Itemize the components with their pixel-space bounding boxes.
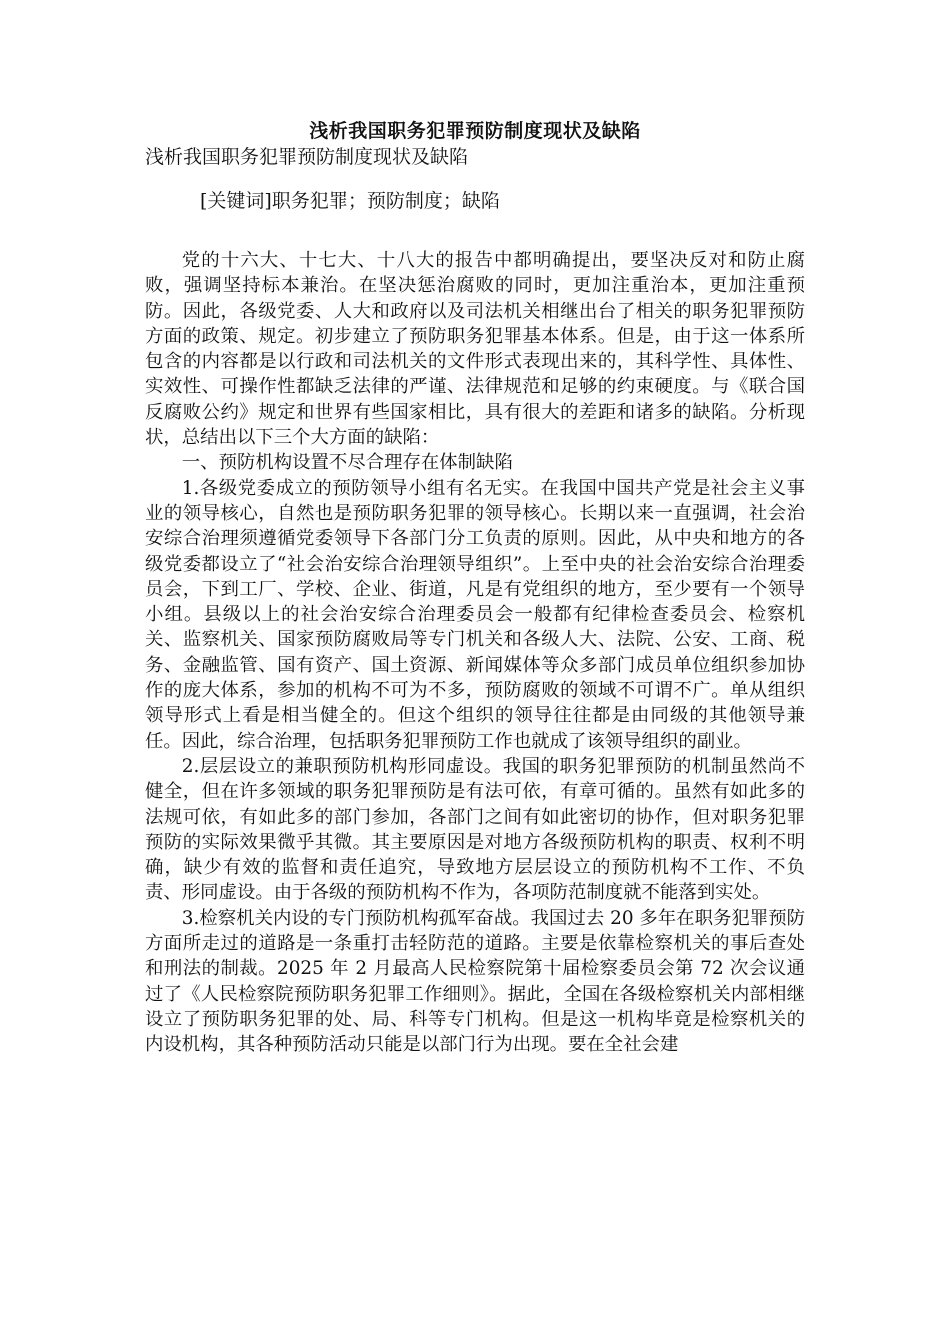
document-title: 浅析我国职务犯罪预防制度现状及缺陷	[309, 120, 641, 142]
point-paragraph-3: 3.检察机关内设的专门预防机构孤军奋战。我国过去 20 多年在职务犯罪预防方面所走过的道路是一条重打击轻防范的道路。主要是依靠检察机关的事后查处和刑法的制裁。2025 年 2 月最高人民检察院第十届检察委员会第 72 次会议通过了《人民检察院预防职务犯罪工作细则》。据此，全国在各级检察机关内部相继设立了预防职务犯罪的处、局、科等专门机构。但是这一机构毕竟是检察机关的内设机构，其各种预防活动只能是以部门行为出现。要在全社会建	[145, 907, 805, 1056]
document-page	[145, 118, 805, 1058]
document-subtitle: 浅析我国职务犯罪预防制度现状及缺陷	[145, 146, 469, 168]
section-heading-1: 一、预防机构设置不尽合理存在体制缺陷	[181, 452, 513, 474]
keywords-line: [关键词]职务犯罪；预防制度；缺陷	[200, 190, 500, 212]
point-paragraph-2: 2.层层设立的兼职预防机构形同虚设。我国的职务犯罪预防的机制虽然尚不健全，但在许多领域的职务犯罪预防是有法可依，有章可循的。虽然有如此多的法规可依，有如此多的部门参加，各部门之间有如此密切的协作，但对职务犯罪预防的实际效果微乎其微。其主要原因是对地方各级预防机构的职责、权利不明确，缺少有效的监督和责任追究，导致地方层层设立的预防机构不工作、不负责、形同虚设。由于各级的预防机构不作为，各项防范制度就不能落到实处。	[145, 755, 805, 904]
point-paragraph-1: 1.各级党委成立的预防领导小组有名无实。在我国中国共产党是社会主义事业的领导核心，自然也是预防职务犯罪的领导核心。长期以来一直强调，社会治安综合治理须遵循党委领导下各部门分工负责的原则。因此，从中央和地方的各级党委都设立了“社会治安综合治理领导组织”。上至中央的社会治安综合治理委员会，下到工厂、学校、企业、街道，凡是有党组织的地方，至少要有一个领导小组。县级以上的社会治安综合治理委员会一般都有纪律检查委员会、检察机关、监察机关、国家预防腐败局等专门机关和各级人大、法院、公安、工商、税务、金融监管、国有资产、国土资源、新闻媒体等众多部门成员单位组织参加协作的庞大体系，参加的机构不可为不多，预防腐败的领域不可谓不广。单从组织领导形式上看是相当健全的。但这个组织的领导往往都是由同级的其他领导兼任。因此，综合治理，包括职务犯罪预防工作也就成了该领导组织的副业。	[145, 477, 805, 752]
intro-paragraph: 党的十六大、十七大、十八大的报告中都明确提出，要坚决反对和防止腐败，强调坚持标本兼治。在坚决惩治腐败的同时，更加注重治本，更加注重预防。因此，各级党委、人大和政府以及司法机关相继出台了相关的职务犯罪预防方面的政策、规定。初步建立了预防职务犯罪基本体系。但是，由于这一体系所包含的内容都是以行政和司法机关的文件形式表现出来的，其科学性、具体性、实效性、可操作性都缺乏法律的严谨、法律规范和足够的约束硬度。与《联合国反腐败公约》规定和世界有些国家相比，具有很大的差距和诸多的缺陷。分析现状，总结出以下三个大方面的缺陷：	[145, 250, 805, 449]
